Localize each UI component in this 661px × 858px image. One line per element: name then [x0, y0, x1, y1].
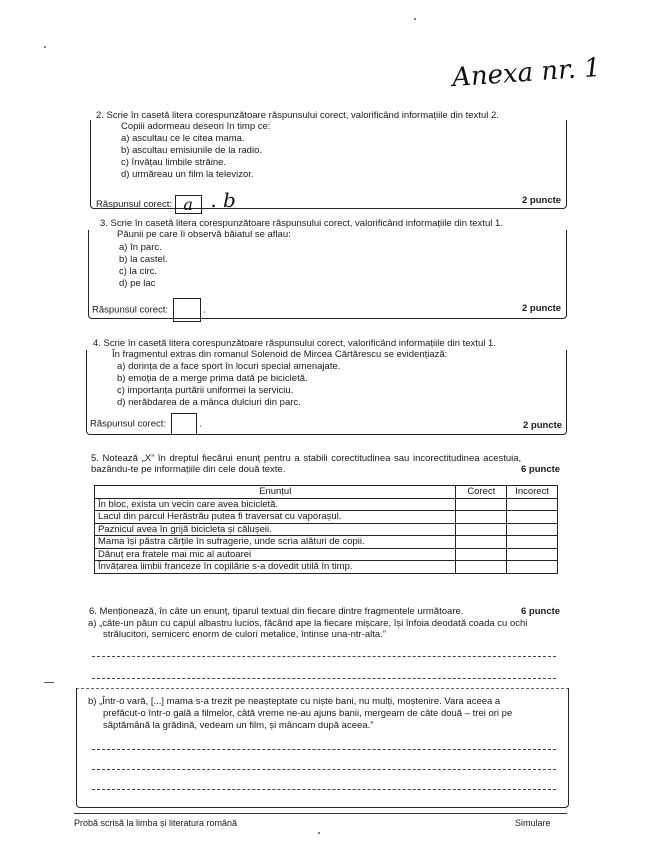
q5-header-incorrect: Incorect	[507, 486, 558, 499]
q3-answer-label: Răspunsul corect:	[92, 304, 169, 316]
q5-row-3-correct[interactable]	[456, 523, 507, 536]
q2-option-c: c) învățau limbile străine.	[121, 157, 227, 168]
q5-prompt-line1: 5. Notează „X” în dreptul fiecărui enunț pentru a stabili corectitudinea sau incorectitudinea acestuia,	[91, 453, 522, 464]
q4-stem: În fragmentul extras din romanul Solenoid de Mircea Cărtărescu se evidențiază:	[112, 349, 448, 360]
q2-option-d: d) urmăreau un film la televizor.	[121, 169, 254, 180]
q3-answer-box[interactable]	[173, 298, 201, 322]
q4-prompt: 4. Scrie în casetă litera corespunzătoare răspunsului corect, valorificând informațiile din textul 1.	[93, 338, 496, 349]
table-row	[95, 536, 558, 549]
table-row	[95, 523, 558, 536]
q5-row-3-text: Paznicul avea în grijă bicicleta și călușeii.	[95, 523, 456, 536]
q6-b-line1: b) „Într-o vară, [...] mama s-a trezit pe neașteptate cu niște bani, nu mulți, moștenire. Vara aceea a	[88, 696, 501, 707]
q3-points: 2 puncte	[522, 303, 562, 314]
q5-row-4-correct[interactable]	[456, 536, 507, 549]
q6-b-line3: săptămână la grădină, vedeam un film, și mâncam după aceea.”	[103, 720, 374, 731]
footer-divider	[74, 813, 567, 814]
q2-answer-boxed: a	[183, 194, 193, 214]
q5-row-5-correct[interactable]	[456, 548, 507, 561]
q3-option-d: d) pe lac	[119, 278, 156, 289]
q5-row-6-text: Învățarea limbii franceze în copilărie s-a dovedit utilă în timp.	[95, 561, 456, 574]
q2-option-b: b) ascultau emisiunile de la radio.	[121, 145, 262, 156]
q5-prompt-line2: bazându-te pe informațiile din cele două texte.	[91, 464, 286, 475]
q5-row-5-text: Dănuț era fratele mai mic al autoarei	[95, 548, 456, 561]
q2-prompt: 2. Scrie în casetă litera corespunzătoare răspunsului corect, valorificând informațiile din textul 2.	[96, 110, 499, 121]
q6-points: 6 puncte	[521, 606, 561, 617]
q3-option-b: b) la castel.	[119, 254, 168, 265]
q5-row-1-incorrect[interactable]	[507, 498, 558, 511]
table-row	[95, 511, 558, 524]
q5-row-5-incorrect[interactable]	[507, 548, 558, 561]
q5-row-6-incorrect[interactable]	[507, 561, 558, 574]
q2-answer-extra: . b	[210, 188, 236, 212]
q5-header-correct: Corect	[456, 486, 507, 499]
q5-points: 6 puncte	[521, 464, 561, 475]
q6-prompt: 6. Menționează, în câte un enunț, tiparul textual din fiecare dintre fragmentele următoare.	[89, 606, 464, 617]
q5-row-6-correct[interactable]	[456, 561, 507, 574]
q6-a-answer-line-1[interactable]	[92, 656, 556, 657]
q3-answer	[92, 298, 206, 322]
q6-b-answer-line-2[interactable]	[92, 769, 556, 770]
q6-a-line2: strălucitori, semicerc enorm de culori metalice, întinse una-ntr-alta.”	[103, 629, 386, 640]
q3-stem: Păunii pe care îi observă băiatul se aflau:	[117, 229, 291, 240]
q4-answer-label: Răspunsul corect:	[90, 418, 167, 430]
q5-row-3-incorrect[interactable]	[507, 523, 558, 536]
q2-answer-label: Răspunsul corect:	[96, 199, 173, 210]
q4-answer-box[interactable]	[171, 413, 197, 435]
q5-row-2-incorrect[interactable]	[507, 511, 558, 524]
q5-row-4-incorrect[interactable]	[507, 536, 558, 549]
table-row	[95, 548, 558, 561]
q6-b-answer-line-3[interactable]	[92, 789, 556, 790]
q4-answer	[90, 413, 202, 435]
q6-a-line1: a) „câte-un păun cu capul albastru lucios, făcând ape la fiecare mișcare, își înfoia deodată coada cu ochi	[88, 618, 528, 629]
q6-b-answer-line-1[interactable]	[92, 749, 556, 750]
scan-speck	[44, 682, 54, 683]
q5-table-header	[95, 486, 558, 499]
q2-answer-box[interactable]	[175, 195, 202, 214]
q4-option-b: b) emoția de a merge prima dată pe bicicletă.	[117, 373, 308, 384]
annex-label: Anexa nr. 1	[451, 52, 602, 94]
q5-header-statement: Enunțul	[95, 486, 456, 499]
table-row	[95, 498, 558, 511]
q3-option-c: c) la circ.	[119, 266, 157, 277]
q4-answer-after: .	[199, 418, 202, 430]
q4-option-c: c) importanța purtării uniformei la serviciu.	[117, 385, 294, 396]
q2-option-a: a) ascultau ce le citea mama.	[121, 133, 245, 144]
table-row	[95, 561, 558, 574]
q4-option-d: d) nerăbdarea de a mânca dulciuri din parc.	[117, 397, 301, 408]
q5-row-2-text: Lacul din parcul Herăstrău putea fi traversat cu vaporașul.	[95, 511, 456, 524]
scan-speck	[414, 18, 416, 20]
footer-right: Simulare	[515, 818, 551, 828]
q4-points: 2 puncte	[523, 420, 563, 431]
scan-speck	[318, 832, 320, 834]
q2-stem: Copiii adormeau deseori în timp ce:	[121, 121, 271, 132]
q5-row-1-text: În bloc, exista un vecin care avea bicicletă.	[95, 498, 456, 511]
q3-prompt: 3. Scrie în casetă litera corespunzătoare răspunsului corect, valorificând informațiile din textul 1.	[100, 218, 503, 229]
q3-answer-after: .	[203, 304, 206, 316]
q6-b-line2: prefăcut-o într-o gală a filmelor, câtă vreme ne-au ajuns banii, mergeam de câte două – trei ori pe	[103, 708, 513, 719]
q5-row-2-correct[interactable]	[456, 511, 507, 524]
q3-option-a: a) în parc.	[119, 242, 162, 253]
scan-speck	[44, 46, 46, 48]
q5-table	[94, 485, 558, 574]
q2-points: 2 puncte	[522, 195, 562, 206]
q5-row-1-correct[interactable]	[456, 498, 507, 511]
footer-left: Probă scrisă la limba și literatura română	[74, 818, 238, 828]
q5-row-4-text: Mama își păstra cărțile în sufragerie, unde scria alături de copii.	[95, 536, 456, 549]
q2-answer	[96, 188, 236, 214]
q4-option-a: a) dorința de a face sport în locuri special amenajate.	[117, 361, 341, 372]
q6-a-answer-line-2[interactable]	[92, 678, 556, 679]
